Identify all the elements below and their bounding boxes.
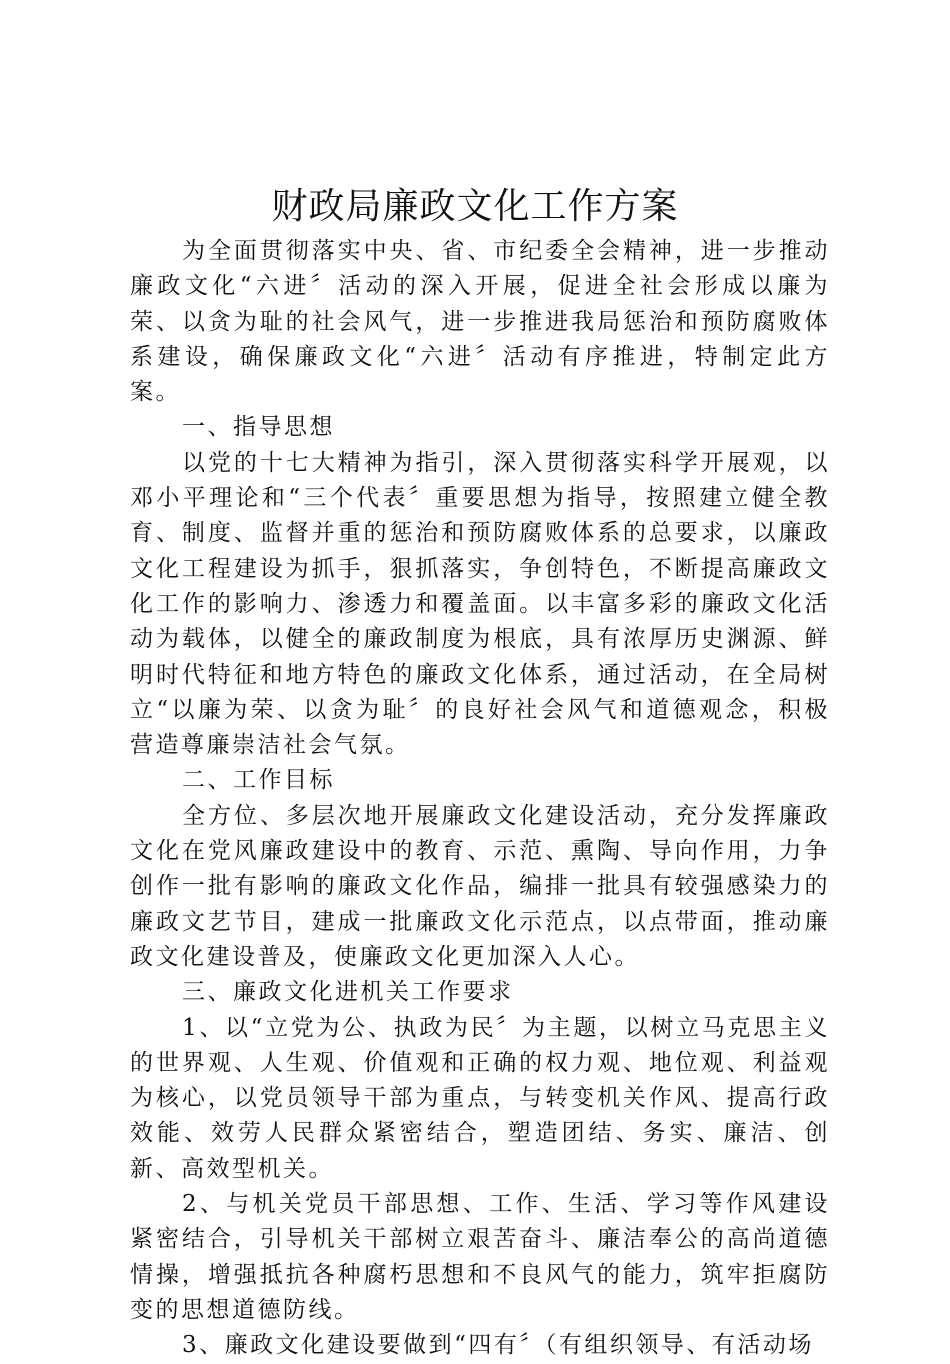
- section-heading-work-goals: 二、工作目标: [182, 767, 335, 794]
- intro-paragraph: 为全面贯彻落实中央、省、市纪委全会精神，进一步推动廉政文化“六进〞活动的深入开展，促进全社会形成以廉为荣、以贪为耻的社会风气，进一步推进我局惩治和预防腐败体系建设，确保廉政文化“六进〞活动有序推进，特制定此方案。: [130, 238, 830, 406]
- document-body: [130, 234, 830, 1364]
- guiding-ideology-paragraph: 以党的十七大精神为指引，深入贯彻落实科学开展观，以邓小平理论和“三个代表〞重要思想为指导，按照建立健全教育、制度、监督并重的惩治和预防腐败体系的总要求，以廉政文化工程建设为抓手，狠抓落实，争创特色，不断提高廉政文化工作的影响力、渗透力和覆盖面。以丰富多彩的廉政文化活动为载体，以健全的廉政制度为根底，具有浓厚历史渊源、鲜明时代特征和地方特色的廉政文化体系，通过活动，在全局树立“以廉为荣、以贪为耻〞的良好社会风气和道德观念，积极营造尊廉崇洁社会气氛。: [130, 449, 830, 759]
- requirement-item-1: 1、以“立党为公、执政为民〞为主题，以树立马克思主义的世界观、人生观、价值观和正确的权力观、地位观、利益观为核心，以党员领导干部为重点，与转变机关作风、提高行政效能、效劳人民群众紧密结合，塑造团结、务实、廉洁、创新、高效型机关。: [130, 1014, 830, 1182]
- work-goals-paragraph: 全方位、多层次地开展廉政文化建设活动，充分发挥廉政文化在党风廉政建设中的教育、示范、熏陶、导向作用，力争创作一批有影响的廉政文化作品，编排一批具有较强感染力的廉政文艺节目，建成一批廉政文化示范点，以点带面，推动廉政文化建设普及，使廉政文化更加深入人心。: [130, 802, 830, 970]
- requirement-item-2: 2、与机关党员干部思想、工作、生活、学习等作风建设紧密结合，引导机关干部树立艰苦奋斗、廉洁奉公的高尚道德情操，增强抵抗各种腐朽思想和不良风气的能力，筑牢拒腐防变的思想道德防线。: [130, 1191, 830, 1323]
- section-heading-requirements: 三、廉政文化进机关工作要求: [182, 979, 514, 1006]
- section-heading-guiding-ideology: 一、指导思想: [182, 414, 335, 441]
- requirement-item-3: 3、廉政文化建设要做到“四有〞（有组织领导、有活动场: [182, 1332, 814, 1359]
- document-title: 财政局廉政文化工作方案: [271, 186, 679, 227]
